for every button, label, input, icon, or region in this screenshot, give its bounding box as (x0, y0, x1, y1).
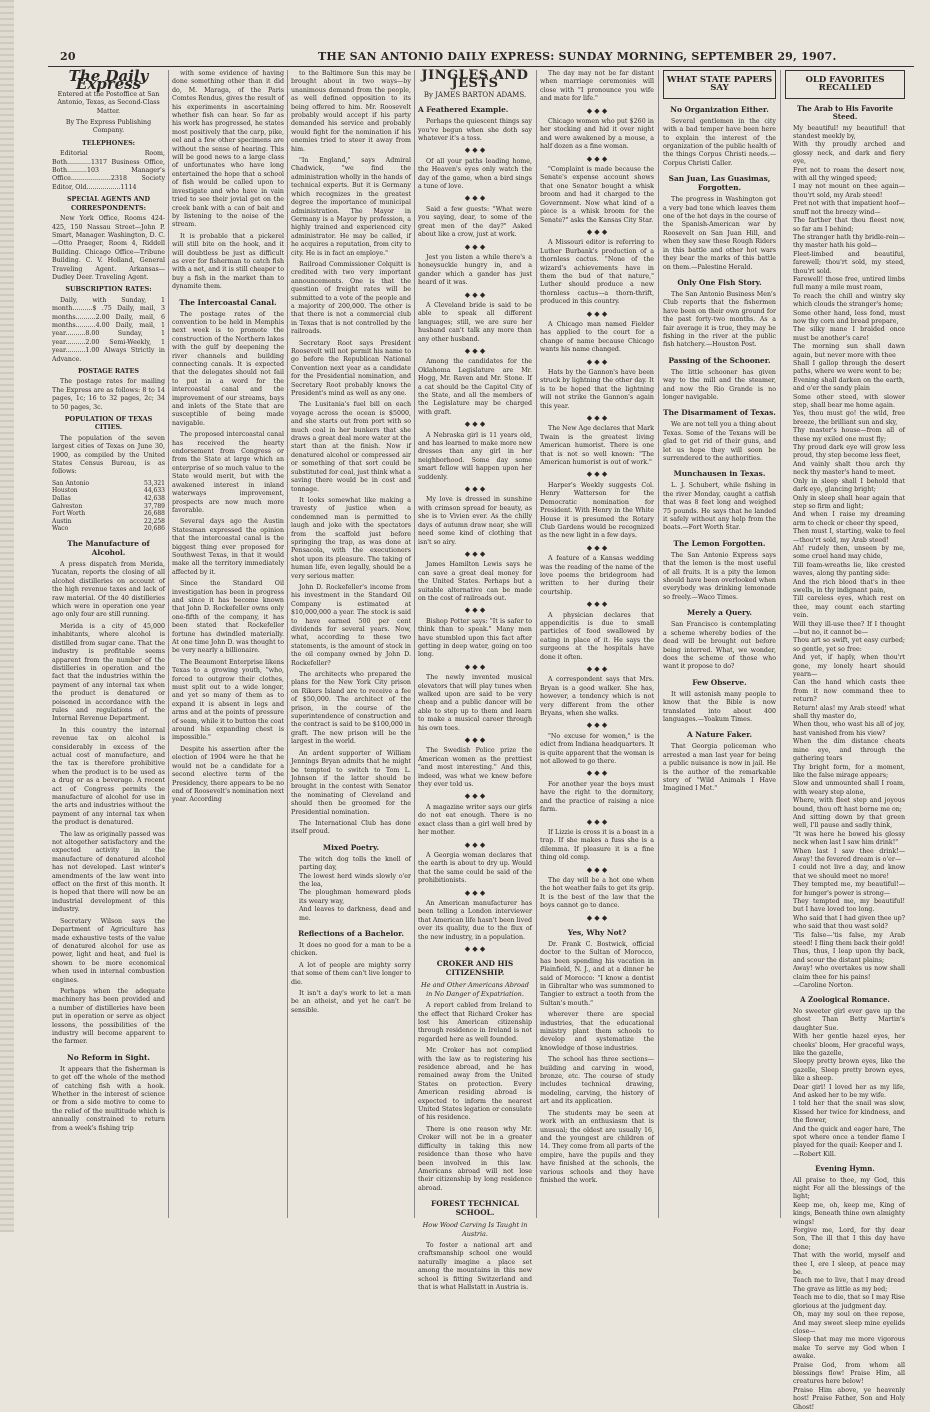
jest-item: Perhaps the quiescent things say you've begun when she doth say whatever it's a toss. (418, 118, 532, 143)
poem-line: Sleep that may me more vigorous make To serve my God when I awake. (793, 1336, 905, 1361)
column-divider (168, 70, 169, 1218)
column-6 (663, 70, 776, 1218)
diamond-separator-icon: ◆ ◆ ◆ (464, 840, 486, 849)
city-name: Galveston (52, 502, 83, 510)
poem-line: Sleepy pretty brown eyes, like the gazelle, Sleep pretty brown eyes, like a sheep. (793, 1058, 905, 1083)
jest-item: Bishop Potter says: "It is safer to think than to speak." Many men have stumbled upon this fact after getting in deep water, going on too long. (418, 617, 532, 659)
diamond-separator-icon: ◆ ◆ ◆ (464, 290, 486, 299)
city-population: 37,789 (144, 502, 165, 510)
paragraph: The Beaumont Enterprise likens Texas to a growing youth, "who, forced to outgrow their clothes, must split out to a wide longer, and yet so many of them as to expand it is absent in legs and arms and at the points of pressure of seam, while it to button the coat around his expanding chest is impossible." (172, 658, 284, 742)
city-population: 44,633 (144, 487, 165, 495)
jest-item: Said a few guests: "What were you saying, dear, to some of the great men of the day?" Asked about like a crow, just at work. (418, 205, 532, 239)
diamond-separator-icon: ◆ ◆ ◆ (464, 662, 486, 671)
poem-body (785, 1177, 905, 1412)
paragraph: The Lusitania's fuel bill on each voyage across the ocean is $5000, and she starts out from port with so much coal in her bunkers that she draws a great deal more water at the start than at the finish. Now if denatured alcohol or compressed air or something of that sort could be substituted for coal, just think what a saving there would be in cost and tonnage. (291, 401, 411, 493)
masthead: The Daily Express (68, 67, 149, 94)
paragraph: The students may be seen at work with an enthusiasm that is unusual; the oldest are usually 16, and the youngest are children of 14. They come from all parts of the empire, have the pupils and they have finished at the schools, the various schools and they have finished the work. (540, 1109, 654, 1184)
city-population: 53,321 (144, 479, 165, 487)
poem-title: Evening Hymn. (815, 1164, 875, 1174)
poem-line: Till careless eyes, which rest on thee, may count each starting vein. (793, 595, 905, 620)
column-divider (780, 70, 781, 1218)
paragraph: There is one reason why Mr. Croker will not be in a greater difficulty in taking this new residence than those who have been involved in this law. Americans abroad will not lose their citizenship by long residence abroad. (418, 1125, 532, 1192)
binding-gutter (0, 0, 14, 1232)
poem-line: Then must I, starting, wake to feel—thou'rt sold, my Arab steed! (793, 528, 905, 544)
poem-line: Oh, may my soul on thee repose, And may sweet sleep mine eyelids close— (793, 1311, 905, 1335)
poem-line: —Caroline Norton. (793, 982, 854, 990)
article-heading: A Feathered Example. (418, 105, 509, 115)
jest-item: A physician declares that appendicitis is due to small particles of food swallowed by eating in place of it. He says the surgeons at the hospitals have done it often. (540, 611, 654, 661)
article-body (291, 942, 411, 1015)
jingles-title: JINGLES AND JESTS (421, 68, 529, 92)
article-list (663, 105, 776, 794)
poem-line: Some other steed, with slower step, shall bear me home again. (793, 393, 905, 410)
poem-line: Fret not with that impatient hoof—snuff not the breezy wind— (793, 200, 905, 216)
city-population: 26,688 (144, 510, 165, 518)
jest-item: A Chicago man named Fielder has applied to the court for a change of name because Chicago wants his name changed. (540, 320, 654, 354)
poem-line: I may not mount on thee again—thou'rt sold, my Arab steed! (793, 183, 905, 199)
paragraph: Several days ago the Austin Statesman expressed the opinion that the intercoastal canal is the biggest thing ever proposed for Southwest Texas, in that it would make all the territory immediately affected by it. (172, 518, 284, 576)
poem-line: 'Tis false—'tis false, my Arab steed! I fling them back their gold! (793, 931, 905, 948)
article-heading: The Manufacture of Alcohol. (67, 539, 150, 558)
poem-line: And vainly shalt thou arch thy neck thy master's hand to meet. (793, 460, 905, 477)
diamond-separator-icon: ◆ ◆ ◆ (586, 769, 608, 778)
paragraph: to the Baltimore Sun this may be brought about in two ways—by unanimous demand from the people, as well defined opposition to its being offered to him. Mr. Roosevelt probably would accept if his party demanded his service and probably would fight for the nomination if his enemies tried to steer it away from him. (291, 70, 411, 153)
article-body (291, 70, 411, 837)
diamond-separator-icon: ◆ ◆ ◆ (586, 414, 608, 423)
paragraph: Dr. Frank C. Bostwick, official doctor to the Sultan of Morocco, has been spending his vacation in Plainfield, N. J., and at a dinner he said of Morocco: "I know a dentist in Gibraltar who was summoned to Tangier to extract a tooth from the Sultan's mouth." (540, 940, 654, 1007)
jest-item: For another year the boys must have the right to the dormitory, and the practice of raising a nice farm. (540, 780, 654, 814)
subscription-text: Daily, with Sunday, 1 month..........$ .75 Daily, mail, 3 months..........2.00 Daily, mail, 6 months..........4.00 Daily, mail, 1 year..........8.00 Sunday, 1 year..........2.00 Semi-Weekly, 1 year..........1.00 Always Strictly in Advance. (52, 296, 165, 363)
poem-line: With her gentle hazel eyes, her cheeks' bloom, Her graceful ways, like the gazelle, (793, 1033, 905, 1057)
jest-item: A Missouri editor is referring to Luther Burbank's production of a thornless cactus. "None of the wizard's achievements have in them the bud of that nature," Luther should produce a new thornless cactus—a thorn-thrift, produced in this country. (540, 239, 654, 306)
page-header-title: THE SAN ANTONIO DAILY EXPRESS: SUNDAY MORNING, SEPTEMBER 29, 1907. (318, 50, 837, 63)
article-body: San Francisco is contemplating a scheme whereby bodies of the dead will be brought out before being interred. What, we wonder, does the scheme of those who want it propose to do? (663, 621, 776, 671)
postage-heading: POSTAGE RATES (77, 367, 140, 375)
jest-item: "No excuse for women," is the edict from Indiana headquarters. It is quite apparent that the woman is not allowed to go there. (540, 732, 654, 766)
paragraph: Since the Standard Oil investigation has been in progress and since it has become known that John D. Rockefeller owns only one-fifth of the company, it has been stated that Rockefeller fortune has dwindled materially. At one time John D. was thought to be very nearly a billionaire. (172, 580, 284, 655)
paragraph: It isn't a day's work to let a man be an atheist, and yet he can't be sensible. (291, 990, 411, 1014)
paragraph: The proposed intercoastal canal has received the hearty endorsement from Congress or from the State at large which an enterprise of so much value to the State would merit, but with the awakened interest in inland waterways improvement, prospects are now much more favorable. (172, 431, 284, 514)
poem-line: Thy proud dark eye will grow less proud, thy step become less fleet, (793, 444, 905, 460)
poem-line: And the quick and eager hare, The spot where once a tender flame I played for the quail: Keeper and I. (793, 1125, 905, 1150)
poem-line: Yes, thou must go! the wild, free breeze, the brilliant sun and sky, (793, 410, 905, 426)
city-name: Houston (52, 487, 78, 495)
article-heading: Merely a Query. (687, 608, 752, 618)
city-name: San Antonio (52, 479, 90, 487)
diamond-separator-icon: ◆ ◆ ◆ (464, 549, 486, 558)
jest-item: Of all your paths leading home, the Heaven's eyes only watch the day of the game, when a bird sings a tune of love. (418, 157, 532, 191)
diamond-separator-icon: ◆ ◆ ◆ (464, 944, 486, 953)
diamond-separator-icon: ◆ ◆ ◆ (464, 736, 486, 745)
diamond-separator-icon: ◆ ◆ ◆ (464, 420, 486, 429)
poem-line: Evening shall darken on the earth, and o'er the sandy plain (793, 376, 905, 393)
population-row (52, 510, 165, 518)
poem-body (785, 1008, 905, 1159)
jest-item: Jest you listen a while there's a honeysuckle hungry in, and a gander which a gander has just heard of it was. (418, 253, 532, 287)
paragraph: The law as originally passed was not altogether satisfactory and the expected activity in the manufacture of denatured alcohol has not developed. Last winter's amendments of the law went into effect on the first of this month. It is hoped that there will now be an industrial development of this industry. (52, 830, 165, 914)
jest-item: Hats by the Gannon's have been struck by lightning the other day. It is to be hoped that the lightning will not strike the Gannon's again this year. (540, 369, 654, 410)
diamond-separator-icon: ◆ ◆ ◆ (464, 242, 486, 251)
poem-line: The morning sun shall dawn again, but never more with thee (793, 343, 905, 359)
poem-line: Ah! rudely then, unseen by me, some cruel hand may chide, (793, 544, 905, 561)
jest-item: The day may not be far distant when marriage ceremonies will close with "I pronounce you wife and mate for life." (540, 70, 654, 103)
poem-line: When last I saw thee drink!—Away! the fevered dream is o'er— (793, 847, 905, 863)
population-table (52, 480, 165, 533)
jest-item: "Complaint is made because the Senate's expense account shows that one Senator bought a whisk broom and had it charged to the Government. Now what kind of a piece is a whisk broom for the Senate?" asks the Kansas City Star. (540, 166, 654, 224)
column-4 (418, 68, 532, 1291)
poem-line: Thy master's house—from all of these my exiled one must fly; (793, 427, 905, 443)
poem-line: Dear girl! I loved her as my life, And asked her to be my wife. (793, 1083, 905, 1099)
poem-line: Keep me, oh, keep me, King of kings, Beneath thine own almighty wings! (793, 1201, 905, 1226)
poem-line: Only in sleep shall hear again that step so firm and light; (793, 494, 905, 510)
jest-item: The New Age declares that Mark Twain is the greatest living American humorist. There is one that is not so well known: "The American humorist is out of work." (540, 425, 654, 467)
population-heading: POPULATION OF TEXAS CITIES. (64, 415, 153, 432)
city-name: Fort Worth (52, 510, 86, 518)
jingles-byline: By JAMES BARTON ADAMS. (423, 90, 527, 99)
paragraph: In this country the internal revenue tax on alcohol is considerably in excess of the actual cost of manufacture, and the tax is therefore prohibitive when the product is to be used as a drug or as a beverage. A recent act of Congress permits the manufacture of alcohol for use in the arts and industries without the payment of any internal tax when the product is denatured. (52, 726, 165, 827)
header-rule (48, 66, 914, 67)
entered-note: Entered at the Postoffice at San Antonio, Texas, as Second-Class Matter. (57, 90, 160, 115)
poem-line: Where, with fleet step and joyous bound, thou oft hast borne me on; (793, 797, 905, 813)
jest-item: James Hamilton Lewis says he can save a great deal money for the United States. Perhaps but a suitable alternative can be made on the cost of railroads out. (418, 561, 532, 602)
column-divider (287, 70, 288, 1218)
jest-item: The Swedish Police prize the American women as the prettiest "and most interesting." And this, indeed, was what we knew before they ever told us. (418, 747, 532, 789)
publisher: By The Express Publishing Company. (65, 119, 152, 135)
poem-line: With thy proudly arched and glossy neck, and dark and fiery eye, (793, 141, 905, 166)
jest-item: A magazine writer says our girls do not eat enough. There is no exact class than a girl well bred by her mother. (418, 803, 532, 837)
paragraph: The school has three sections—building and carving in wood, bronze, etc. The course of study includes technical drawing, modeling, carving, the history of art and its application. (540, 1056, 654, 1106)
poem-line: When thou, who wast his all of joy, hast vanished from his view? (793, 721, 905, 737)
article-body: It will astonish many people to know that the Bible is now translated into about 400 languages.—Yoakum Times. (663, 690, 776, 723)
article-body (540, 941, 654, 1008)
poem-line: Only in sleep shall I behold that dark eye, glancing bright; (793, 477, 905, 494)
article-body: We are not tell you a thing about Texas. Some of the Texans will be glad to get rid of their guns, and let us hope they will soon be surrendered to the authorities. (663, 421, 776, 462)
city-name: Dallas (52, 495, 71, 503)
paragraph: It appears that the fisherman is to get off the whole of the method of catching fish with a hook. Whether in the interest of science or from a side motive to come to the relief of the multitude which is annually constrained to return from a week's fishing trip (52, 1065, 165, 1132)
city-population: 22,258 (144, 517, 165, 525)
section-box-heading: OLD FAVORITES RECALLED (785, 70, 905, 99)
subscription-heading: SUBSCRIPTION RATES: (65, 285, 152, 294)
article-body: That Georgia policeman who arrested a man last year for being a public nuisance is now in jail. He is the author of the remarkable story of "Wild Animals I Have Imagined I Met." (663, 743, 776, 793)
city-population: 20,686 (144, 525, 165, 533)
jest-item: Harper's Weekly suggests Col. Henry Watterson for the Democratic nomination for President. With Henry in the White House it is presumed the Rotary Club Gardens would be recognized as the new light in a few days. (540, 481, 654, 540)
poem-line: All praise to thee, my God, this night For all the blessings of the light; (793, 1176, 905, 1201)
diamond-separator-icon: ◆ ◆ ◆ (464, 792, 486, 801)
column-3 (291, 70, 411, 1218)
poem-line: The farther that thou fleest now, so far am I behind; (793, 217, 905, 233)
paragraph: It looks somewhat like making a travesty of justice when a condemned man is permitted to laugh and joke with the spectators from the scaffold just before springing the trap, as was done at Pensacola, with the executioners shot upon its pleasure. The taking of human life, even legally, should be a very serious matter. (291, 496, 411, 580)
poem-line: The lowest herd winds slowly o'er the lea, (299, 872, 411, 888)
poem-line: And when I raise my dreaming arm to check or cheer thy speed, (793, 511, 905, 527)
column-1 (52, 67, 165, 1218)
poem-title: The Arab to His Favorite Steed. (796, 103, 894, 122)
diamond-separator-icon: ◆ ◆ ◆ (464, 888, 486, 897)
telephones-heading: TELEPHONES: (81, 138, 136, 147)
poem-line: To reach the chill and wintry sky which clouds the stranger's home; (793, 292, 905, 309)
article-heading: The Disarmament of Texas. (663, 408, 776, 418)
article-subheading: He and Other Americans Abroad in No Danger of Expatriation. (421, 981, 529, 998)
poem-line: Fret not to roam the desert now, with all thy winged speed; (793, 166, 905, 183)
article-heading: Munchausen in Texas. (673, 469, 766, 479)
poem-line: Fleet-limbed and beautiful, farewell; thou'rt sold, my steed, thou'rt sold. (793, 250, 905, 275)
article-heading: San Juan, Las Guasimas, Forgotten. (668, 174, 771, 193)
paragraph: Secretary Root says President Roosevelt will not permit his name to go before the Republican National Convention next year as a candidate for the Presidential nomination, and Secretary Root probably knows the President's mind as well as any one. (291, 339, 411, 398)
diamond-separator-icon: ◆ ◆ ◆ (586, 721, 608, 730)
poem-line: Praise Him above, ye heavenly host! Praise Father, Son and Holy Ghost! (793, 1386, 905, 1411)
poem-line: Return! alas! my Arab steed! what shall thy master do, (793, 704, 905, 721)
column-divider (536, 70, 537, 1218)
poem-line: Some other hand, less fond, must now thy corn and bread prepare, (793, 309, 905, 325)
poem-line: The ploughman homeward plods its weary way, (299, 889, 411, 905)
jest-item: Among the candidates for the Oklahoma Legislature are Mr. Hogg, Mr. Raven and Mr. Stone. If a cat should be the Capitol City of the State, and all the members of the Legislature may be charged with graft. (418, 358, 532, 416)
diamond-separator-icon: ◆ ◆ ◆ (586, 106, 608, 115)
diamond-separator-icon: ◆ ◆ ◆ (464, 485, 486, 494)
paragraph: It does no good for a man to be a chicken. (291, 942, 411, 958)
paragraph: A press dispatch from Merida, Yucatan, reports the closing of all alcohol distilleries on account of the high revenue taxes and lack of raw material. Of the 40 distilleries which were in operation one year ago only four are still running. (52, 561, 165, 619)
poem-line: When the dim distance cheats mine eye, and through the gathering tears (793, 738, 905, 763)
paragraph: Mr. Croker has not complied with the law as to registering his residence abroad, and he has remained away from the United States on protection. Every American residing abroad is expected to inform the nearest United States legation or consulate of his residence. (418, 1047, 532, 1122)
diamond-separator-icon: ◆ ◆ ◆ (586, 665, 608, 673)
diamond-separator-icon: ◆ ◆ ◆ (464, 346, 486, 355)
paragraph: To foster a national art and craftsmanship school one would naturally imagine a place set among the mountains in this new school is fitting Switzerland and that is what Hallstatt in Austria is. (418, 1241, 532, 1291)
article-body (52, 561, 165, 1047)
article-body (418, 1002, 532, 1193)
poem-title: A Zoological Romance. (800, 995, 890, 1005)
article-body: Several gentlemen in the city with a bad temper have been here to explain the interest of the organization of the public health of the things Corpus Christi needs.—Corpus Christi Caller. (663, 117, 776, 167)
poem-line: I told her that the snail was slow, Kissed her twice for kindness, and the flower, (793, 1100, 905, 1125)
page-header (48, 50, 914, 64)
paragraph: Secretary Wilson says the Department of Agriculture has made exhaustive tests of the value of denatured alcohol for use as power, light and heat, and fuel is shown to be more economical when used in internal combustion engines. (52, 917, 165, 984)
population-row (52, 503, 165, 511)
poem-line: They tempted me, my beautiful! but I have loved too long. (793, 898, 905, 914)
paragraph: Perhaps when the adequate machinery has been provided and a number of distilleries have been put in operation or serve as object lessons, the possibilities of the industry will become apparent to the farmer. (52, 987, 165, 1046)
article-body (540, 1011, 654, 1185)
poem-line: Slow and unmounted shall I roam, with weary step alone, (793, 780, 905, 796)
agents-text: New York Office, Rooms 424-425, 150 Nassau Street—John P. Smart, Manager. Washington, D. C.—Otto Praeger, Room 4, Riddell Building. Chicago Office—Tribune Building. C. V. Holland, General Traveling Agent. Arkansas—Dudley Deer. Traveling Agent. (52, 215, 165, 281)
diamond-separator-icon: ◆ ◆ ◆ (586, 154, 608, 163)
population-note: The population of the seven largest cities of Texas on June 30, 1900, as compiled by the United States Census Bureau, is as follows: (52, 434, 165, 476)
paragraph: The International Club has done itself proud. (291, 819, 411, 836)
article-body (418, 1242, 532, 1292)
column-2 (172, 70, 284, 1218)
city-name: Waco (52, 525, 69, 533)
diamond-separator-icon: ◆ ◆ ◆ (586, 913, 608, 922)
poem-line: The silky mane I braided once must be another's care! (793, 326, 905, 342)
article-heading: Few Observe. (692, 677, 747, 687)
jest-item: The day will be a hot one when the hot weather fails to get its grip. It is the best of the law that the boys cannot go to dance. (540, 876, 654, 910)
section-box-heading: WHAT STATE PAPERS SAY (663, 70, 776, 99)
article-heading: No Reform in Sight. (67, 1052, 150, 1062)
article-heading: Only One Fish Story. (677, 277, 762, 287)
diamond-separator-icon: ◆ ◆ ◆ (586, 227, 608, 236)
diamond-separator-icon: ◆ ◆ ◆ (464, 146, 486, 155)
poem-line: The stranger hath thy bridle-rein—thy master hath his gold— (793, 233, 905, 250)
article-body: The San Antonio Business Men's Club reports that the fishermen have been on their own ground for the past forty-two months. As a fair average it is true, they may be fishing in the river at the public fish hatchery.—Houston Post. (663, 290, 776, 349)
poem-line: Who said that I had given thee up? who said that thou wast sold? (793, 914, 905, 931)
poem-line: Praise God, from whom all blessings flow! Praise Him, all creatures here below! (793, 1361, 905, 1386)
jest-item: The newly invented musical elevators that will play tunes when walked upon are said to be very cheap and a public dancer will be able to step up to them and learn to make a musical career through his own toes. (418, 674, 532, 732)
poem-line: The witch dog tolls the knell of parting day, (299, 855, 411, 872)
page-number: 20 (60, 50, 76, 63)
diamond-separator-icon: ◆ ◆ ◆ (586, 470, 608, 479)
article-heading: CROKER AND HIS CITIZENSHIP. (436, 959, 514, 978)
article-body: L. J. Schubert, while fishing in the river Monday, caught a catfish that was 8 feet long and weighed 75 pounds. He says that he landed it safely without any help from the boats.—Fort Worth Star. (663, 482, 776, 532)
jest-item: A Nebraska girl is 11 years old, and has learned to make more new dresses than any girl in her neighborhood. Some day some smart fellow will happen upon her suddenly. (418, 431, 532, 481)
article-body (172, 70, 284, 292)
poem-line: Thus, thus, I leap upon thy back, and scour the distant plains; (793, 948, 905, 964)
paragraph: with some evidence of having done something other than it did do, M. Maraga, of the Paris Comtes Rendus, gives the result of his experiments in ascertaining whether fish can hear. So far as his work has progressed, he states most positively that the carp, pike, eel and a few other specimens are without the sense of hearing. This will be good news to a large class of unfortunates who have long entertained the hope that a school of fish would be called upon to investigate and who have in vain tried to see their jovial get on the creek bank with a can of bait and by listening to the noise of the stream. (172, 70, 284, 229)
poem-line: And sitting down by that green well, I'll pause and sadly think, (793, 813, 905, 830)
paragraph: Railroad Commissioner Colquitt is credited with two very important announcements. One is that the question of freight rates will be submitted to a vote of the people and a majority of 200,000. The other is that there is not a commercial club in Texas that is not controlled by the railroads. (291, 260, 411, 336)
population-row (52, 480, 165, 488)
poem-line: Away! who overtakes us now shall claim thee for his pains! (793, 965, 905, 981)
poem-line: Farewell! those free, untired limbs full many a mile must roam, (793, 275, 905, 292)
population-row (52, 525, 165, 533)
column-divider (414, 70, 415, 1218)
poem-line: No sweeter girl ever gave up the ghost Than Betty Martin's daughter Sue. (793, 1007, 905, 1032)
article-body: The San Antonio Express says that the lemon is the most useful of all fruits. It is a pity the lemon should have been overlooked when everybody was drinking lemonade so freely.—Waco Times. (663, 551, 776, 601)
jest-item: Chicago women who put $260 in her stocking and hid it over night and were awakened by a mouse, a half dozen as a fine woman. (540, 118, 654, 151)
paragraph: It is probable that a pickerel will still bite on the hook, and it will doubtless be just as difficult as ever for fisherman to catch fish with a net, and it is still cheaper to buy a fish in the market than to dynamite them. (172, 232, 284, 291)
poem-line: And yet, if haply, when thou'rt gone, my lonely heart should yearn— (793, 654, 905, 679)
article-subheading: How Wood Carving Is Taught in Austria. (422, 1221, 528, 1238)
postage-text: The postage rates for mailing The Express are as follows: 8 to 14 pages, 1c; 16 to 32 pages, 2c; 34 to 50 pages, 3c. (52, 378, 165, 411)
paragraph: An ardent supporter of William Jennings Bryan admits that he might be tempted to switch to Tom L. Johnson if the latter should be brought in the contest with Senator the nominating of Cleveland and should then be groomed for the Presidential nomination. (291, 749, 411, 816)
poem-line: Till foam-wreaths lie, like crested waves, along thy panting side: (793, 561, 905, 578)
column-divider (658, 70, 659, 1218)
poem-line: Thy bright form, for a moment, like the false mirage appears; (793, 763, 905, 779)
jest-item: An American manufacturer has been telling a London interviewer that American life hasn't been lived over its quality, due to the flux of the new industry, in a population. (418, 899, 532, 941)
poem-line: Forgive me, Lord, for thy dear Son, The ill that I this day have done; (793, 1227, 905, 1251)
paragraph: A lot of people are mighty sorry that some of them can't live longer to die. (291, 961, 411, 986)
diamond-separator-icon: ◆ ◆ ◆ (586, 309, 608, 318)
paragraph: The architects who prepared the plans for the New York City prison on Rikers Island are to receive a fee of $50,000. The architect of the prison, in the course of the superintendence of construction and the contract is said to be $100,000 in graft. The new prison will be the largest in the world. (291, 671, 411, 746)
article-heading: FOREST TECHNICAL SCHOOL. (431, 1199, 519, 1218)
article-body: The progress in Washington got a very bad tone which leaves them one of the hot days in the course of the Spanish-American war by Roosevelt on San Juan Hill, and when they saw these Rough Riders in this battle and other hot wars they bear the marks of this battle on them.—Palestine Herald. (663, 196, 776, 271)
population-row (52, 518, 165, 526)
poem-line: And leaves to darkness, dead and me. (299, 906, 411, 922)
article-heading: The Intercoastal Canal. (179, 297, 277, 307)
jest-item: A correspondent says that Mrs. Bryan is a good walker. She has, however, a tendency which is not very different from the other Bryans, when she walks. (540, 676, 654, 718)
paragraph: John D. Rockefeller's income from his investment in the Standard Oil Company is estimated at $10,000,000 a year. The stock is said to have earned 500 per cent dividends for several years. Now, what, according to these two statements, is the amount of stock in the oil company owned by John D. Rockefeller? (291, 583, 411, 667)
paragraph: The postage rates of the convention to be held in Memphis next week is to promote the construction of the Northern lakes with the gulf by deepening the river channels and building connecting canals. It is expected that the delegates should not fail to put in a word for the intercoastal canal and the improvement of our streams, bays and inlets of the State that are susceptible of being made navigable. (172, 310, 284, 427)
article-heading: Yes, Why Not? (567, 927, 627, 937)
jest-item: A Cleveland bride is said to be able to speak all different languages; still, we are sure her husband can't talk any more than any other husband. (418, 301, 532, 343)
article-heading: No Organization Either. (670, 104, 769, 114)
jest-item: A feature of a Kansas wedding was the reading of the name of the love poems the bridegroom had written to her during their courtship. (540, 555, 654, 596)
poem-line: Shall I gallop through the desert paths, where we were wont to be; (793, 360, 905, 376)
diamond-separator-icon: ◆ ◆ ◆ (464, 606, 486, 615)
poem-line: I could not live a day, and know that we should meet no more! (793, 864, 905, 880)
poem-line: Can the hand which casts thee from it now command thee to return? (793, 679, 905, 704)
jest-item: My love is dressed in sunshine with crimson spread for beauty, as she is to Vivien ever. As the chilly days of autumn draw near, she will need some kind of clothing that isn't so airy. (418, 496, 532, 546)
diamond-separator-icon: ◆ ◆ ◆ (586, 865, 608, 874)
poem-line: Teach me to live, that I may dread The grave as little as my bed; (793, 1277, 905, 1293)
poem-line: That with the world, myself and thee I, ere I sleep, at peace may be. (793, 1252, 905, 1277)
article-body (172, 311, 284, 805)
diamond-separator-icon: ◆ ◆ ◆ (586, 357, 608, 366)
article-body (52, 1066, 165, 1133)
agents-heading: SPECIAL AGENTS AND CORRESPONDENTS: (66, 195, 151, 212)
city-population: 42,638 (144, 495, 165, 503)
paragraph: A report cabled from Ireland to the effect that Richard Croker has lost his American citizenship through residence in Ireland is not regarded here as well founded. (418, 1002, 532, 1043)
population-row (52, 487, 165, 495)
article-heading: Reflections of a Bachelor. (298, 929, 404, 938)
poem-line: —Robert Kill. (793, 1150, 836, 1158)
jest-item: If Lizzie is cross it is a boast in a trap. If she makes a fuss she is a dilemma. If pleasure it is a fine thing old comp. (540, 828, 654, 862)
column-7 (785, 70, 905, 1411)
paragraph: Despite his assertion after the election of 1904 were he that he would not be a candidate for a second elective term of the Presidency, there appears to be no end of Roosevelt's nomination next year. According (172, 745, 284, 804)
city-name: Austin (52, 517, 72, 525)
article-heading: The Lemon Forgotten. (673, 538, 766, 548)
poem-line: Teach me to die, that so I may Rise glorious at the judgment day. (793, 1294, 905, 1310)
jest-item: A Georgia woman declares that the earth is about to dry up. Would that the same could be said of the prohibitionists. (418, 851, 532, 885)
paragraph: "In England," says Admiral Chadwick, "we find the administration wholly in the hands of technical experts. But it is Germany which recognizes in the greatest degree the importance of municipal administration. The Mayor in Germany is a Mayor by profession, a highly trained and experienced city administrator. He may be called, if he acquires a reputation, from city to city. He is in fact an employe." (291, 157, 411, 257)
population-row (52, 495, 165, 503)
diamond-separator-icon: ◆ ◆ ◆ (586, 543, 608, 552)
poem-line: They tempted me, my beautiful!—for hunger's power is strong— (793, 881, 905, 897)
poem-line: And the rich blood that's in thee swells, in thy indignant pain, (793, 578, 905, 594)
poem-line: Thou art so swift, yet easy curbed; so gentle, yet so free: (793, 637, 905, 653)
article-body: The little schooner has given way to the mill and the steamer, and now the Rio Grande is no longer navigable. (663, 368, 776, 401)
column-5 (540, 70, 654, 1218)
diamond-separator-icon: ◆ ◆ ◆ (464, 194, 486, 203)
poem-body (785, 125, 905, 991)
diamond-separator-icon: ◆ ◆ ◆ (586, 817, 608, 826)
article-body (540, 70, 654, 922)
poem-body (291, 856, 411, 923)
poem-line: My beautiful! my beautiful! that standest meekly by, (793, 124, 905, 141)
telephones-text: Editorial Room, Both............1317 Business Office, Both..........103 Manager's Office....................2318 Society Editor, Old.................1114 (52, 150, 165, 191)
poem-line: Will they ill-use thee? If I thought—but no, it cannot be— (793, 620, 905, 636)
paragraph: wherever there are special industries, that the educational ministry plant them schools to develop and systematize the knowledge of those industries. (540, 1011, 654, 1052)
article-body (418, 118, 532, 953)
article-heading: Mixed Poetry. (322, 842, 380, 852)
diamond-separator-icon: ◆ ◆ ◆ (586, 600, 608, 609)
article-heading: A Nature Faker. (686, 730, 753, 740)
poem-line: "It was here he bowed his glossy neck when last I saw him drink!" (793, 830, 905, 847)
article-heading: Passing of the Schooner. (668, 355, 771, 365)
paragraph: Merida is a city of 45,000 inhabitants, where alcohol is distilled from sugar cane. That the industry is profitable seems apparent from the number of the distilleries in operation and the fact that the industries within the payment of any internal tax when the product is denatured or poisoned in accordance with the rules and regulations of the Internal Revenue Department. (52, 622, 165, 723)
